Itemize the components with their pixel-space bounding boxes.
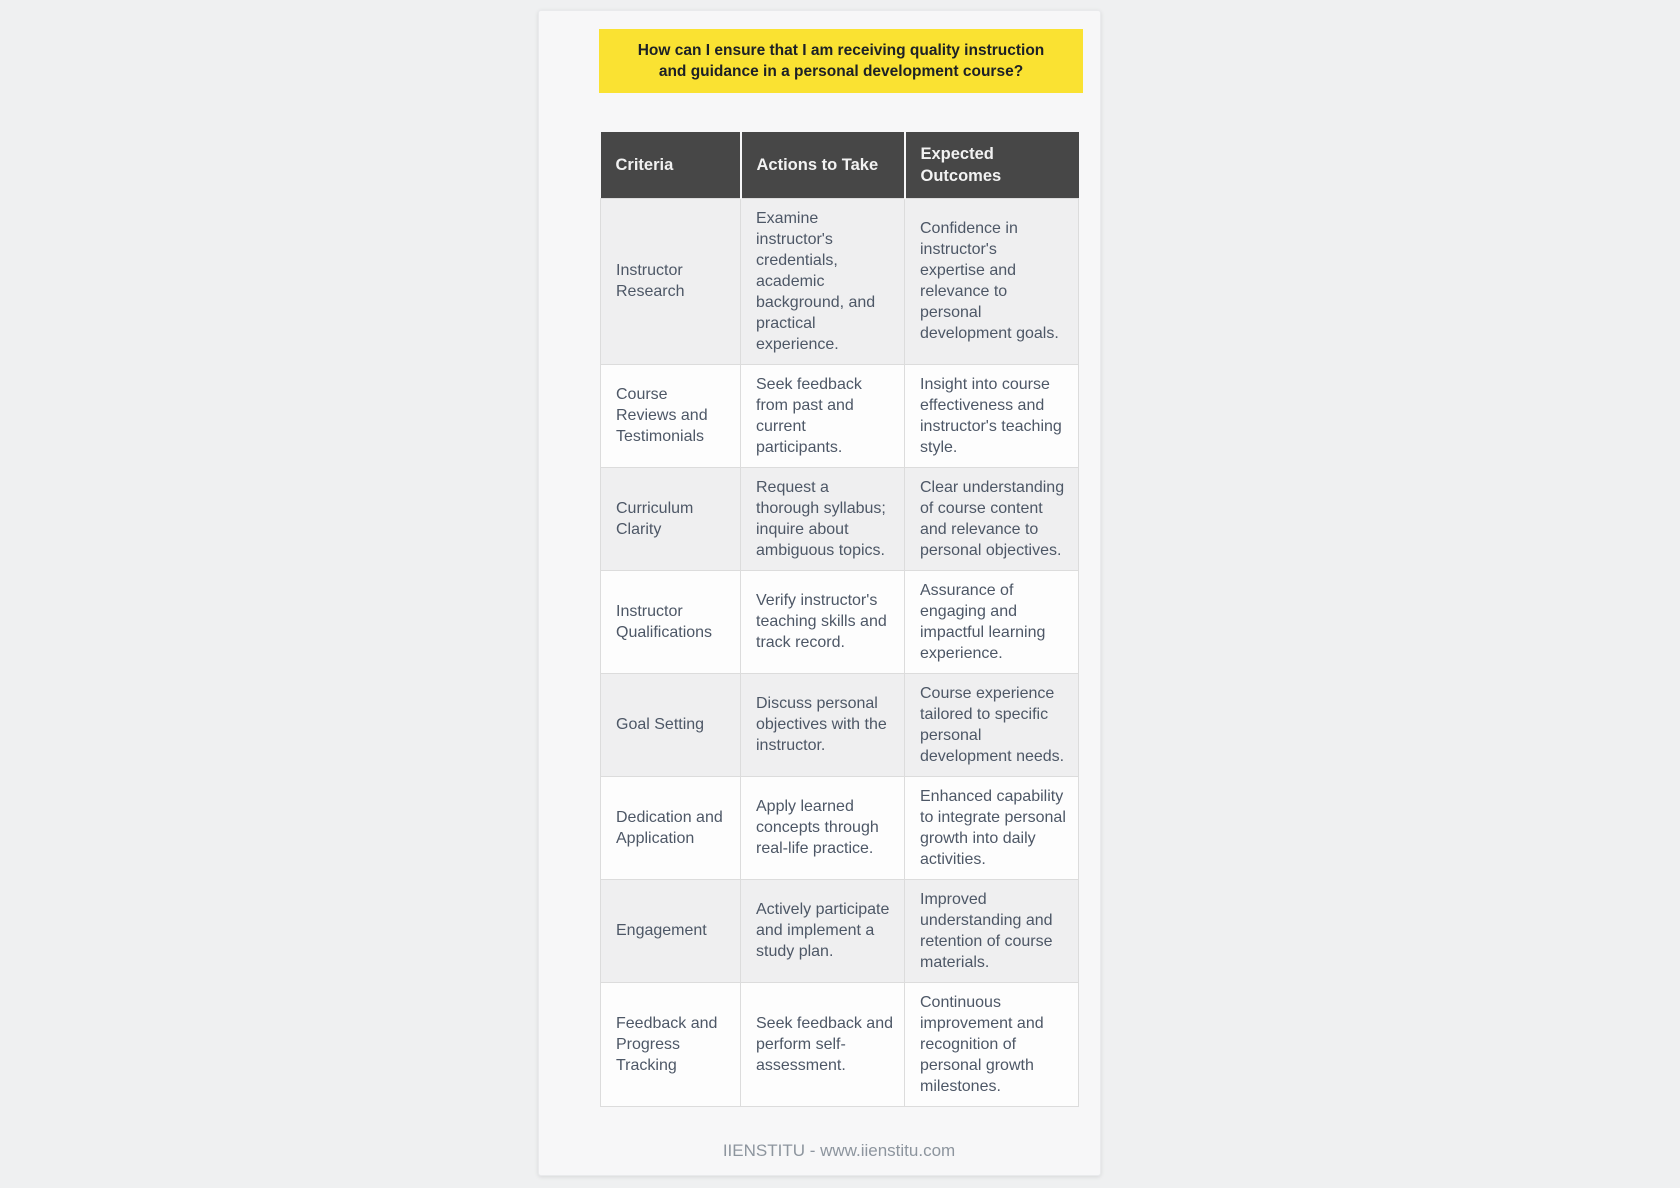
cell-outcomes: Continuous improvement and recognition of personal growth milestones. — [905, 982, 1079, 1106]
table-header-row — [601, 132, 1079, 198]
cell-criteria: Instructor Qualifications — [601, 570, 741, 673]
cell-criteria: Goal Setting — [601, 673, 741, 776]
table-row — [601, 467, 1079, 570]
cell-actions: Actively participate and implement a study plan. — [741, 879, 905, 982]
cell-criteria: Instructor Research — [601, 198, 741, 364]
cell-outcomes: Improved understanding and retention of course materials. — [905, 879, 1079, 982]
cell-criteria: Course Reviews and Testimonials — [601, 364, 741, 467]
column-header-outcomes: Expected Outcomes — [905, 132, 1079, 198]
cell-criteria: Engagement — [601, 879, 741, 982]
table-row — [601, 673, 1079, 776]
cell-outcomes: Insight into course effectiveness and instructor's teaching style. — [905, 364, 1079, 467]
cell-actions: Seek feedback and perform self-assessment. — [741, 982, 905, 1106]
cell-outcomes: Assurance of engaging and impactful learning experience. — [905, 570, 1079, 673]
cell-outcomes: Course experience tailored to specific personal development needs. — [905, 673, 1079, 776]
cell-actions: Apply learned concepts through real-life practice. — [741, 776, 905, 879]
cell-actions: Request a thorough syllabus; inquire about ambiguous topics. — [741, 467, 905, 570]
cell-outcomes: Confidence in instructor's expertise and relevance to personal development goals. — [905, 198, 1079, 364]
column-header-actions: Actions to Take — [741, 132, 905, 198]
table-row — [601, 364, 1079, 467]
cell-outcomes: Clear understanding of course content and relevance to personal objectives. — [905, 467, 1079, 570]
cell-criteria: Feedback and Progress Tracking — [601, 982, 741, 1106]
table-row — [601, 776, 1079, 879]
table-row — [601, 198, 1079, 364]
question-title: How can I ensure that I am receiving quality instruction and guidance in a personal development course? — [637, 42, 1045, 80]
content-card — [538, 10, 1101, 1176]
cell-criteria: Dedication and Application — [601, 776, 741, 879]
cell-actions: Seek feedback from past and current participants. — [741, 364, 905, 467]
column-header-criteria: Criteria — [601, 132, 741, 198]
cell-actions: Discuss personal objectives with the instructor. — [741, 673, 905, 776]
question-title-box — [599, 29, 1083, 93]
table-body — [601, 198, 1079, 1106]
cell-actions: Examine instructor's credentials, academic background, and practical experience. — [741, 198, 905, 364]
footer-branding: IIENSTITU - www.iienstitu.com — [722, 1141, 956, 1160]
cell-actions: Verify instructor's teaching skills and track record. — [741, 570, 905, 673]
cell-criteria: Curriculum Clarity — [601, 467, 741, 570]
table-row — [601, 570, 1079, 673]
table-row — [601, 879, 1079, 982]
criteria-table — [600, 132, 1079, 1107]
table-row — [601, 982, 1079, 1106]
cell-outcomes: Enhanced capability to integrate personal growth into daily activities. — [905, 776, 1079, 879]
